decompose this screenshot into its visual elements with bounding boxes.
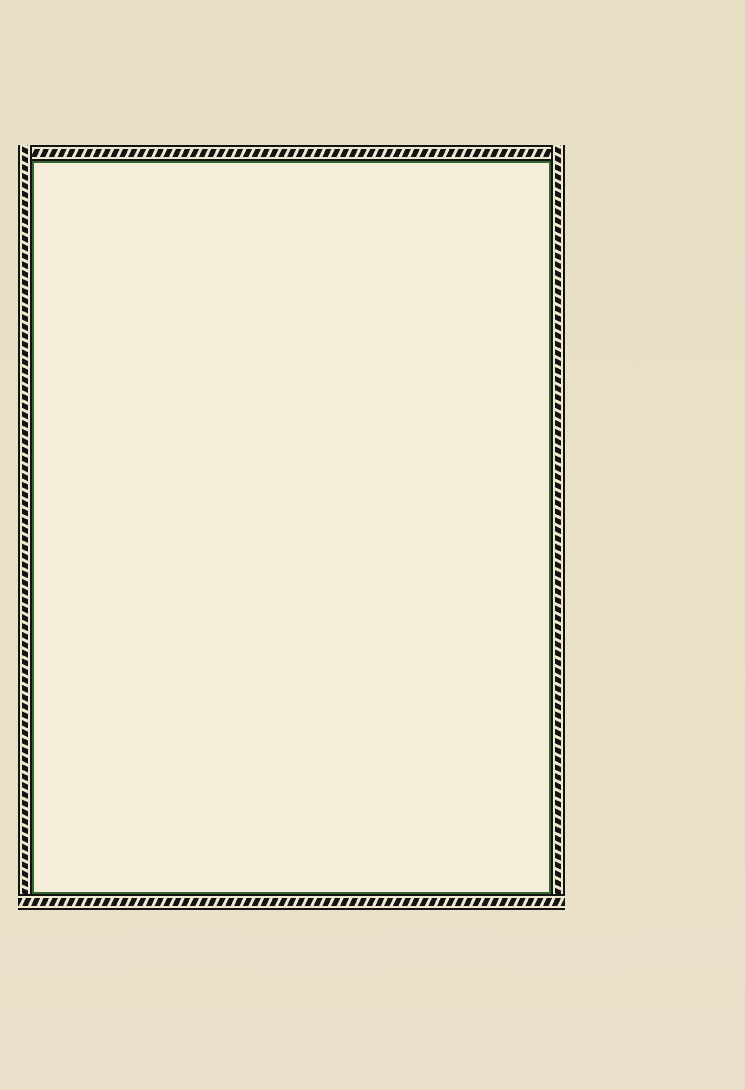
ornament-border-top	[18, 145, 565, 161]
juz-page-marker-row	[8, 114, 737, 144]
ornament-border-right	[551, 145, 565, 910]
quran-frame	[18, 145, 565, 910]
ornament-border-left	[18, 145, 32, 910]
margin-commentary-column	[580, 150, 740, 932]
quran-content	[32, 161, 551, 894]
ornament-border-bottom	[18, 894, 565, 910]
